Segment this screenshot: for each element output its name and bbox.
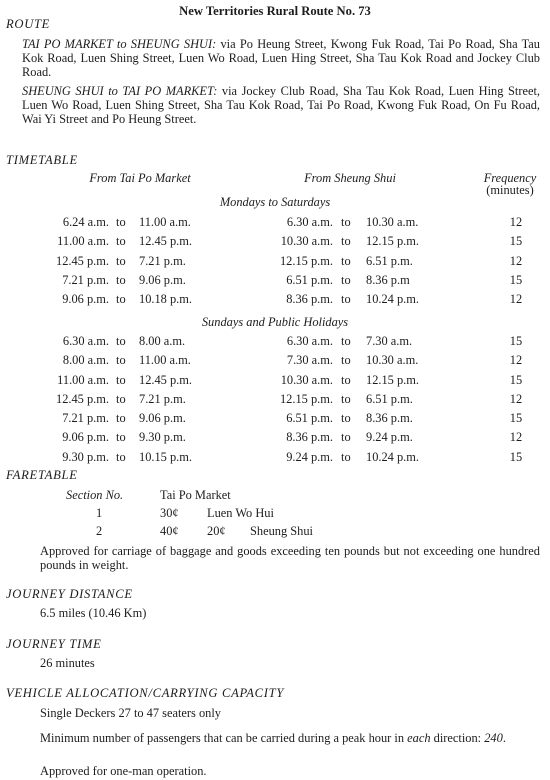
timetable-row (0, 430, 550, 449)
end-time-tai-po: 7.21 p.m. (139, 253, 186, 268)
weekdays-subheading: Mondays to Saturdays (219, 195, 331, 209)
section-no-label: Section No. (66, 488, 124, 502)
end-time-tai-po: 9.06 p.m. (139, 272, 186, 287)
start-time-sheung-shui: 8.36 p.m. (286, 292, 333, 307)
end-time-sheung-shui: 10.30 a.m. (366, 215, 419, 229)
start-time-tai-po: 6.24 a.m. (62, 215, 109, 229)
start-time-tai-po: 6.30 a.m. (62, 334, 109, 348)
end-time-tai-po: 12.45 p.m. (139, 372, 193, 387)
holidays-subheading: Sundays and Public Holidays (201, 315, 349, 329)
timetable-heading: TIMETABLE (6, 153, 78, 167)
end-time-tai-po: 9.06 p.m. (139, 411, 186, 426)
frequency-value: 15 (509, 372, 523, 387)
timetable-row (0, 292, 550, 311)
frequency-value: 15 (509, 234, 523, 249)
to-word: to (341, 430, 351, 445)
start-time-tai-po: 8.00 a.m. (62, 353, 109, 368)
frequency-value: 15 (509, 272, 523, 287)
column-header-frequency-unit: (minutes) (486, 183, 534, 197)
timetable-row (0, 215, 550, 234)
start-time-tai-po: 9.06 p.m. (62, 292, 109, 307)
fare-value: 20¢ (207, 524, 226, 538)
end-time-sheung-shui: 8.36 p.m. (366, 411, 413, 426)
to-word: to (116, 430, 126, 445)
end-time-tai-po: 8.00 a.m. (139, 334, 186, 348)
to-word: to (341, 292, 351, 307)
to-word: to (341, 449, 351, 464)
start-time-sheung-shui: 9.24 p.m. (286, 449, 333, 464)
to-word: to (116, 234, 126, 249)
route-sheung-shui-to-tai-po (22, 84, 540, 127)
to-word: to (341, 334, 351, 348)
capacity-value: 240 (484, 731, 503, 745)
end-time-sheung-shui: 8.36 p.m (366, 272, 410, 287)
capacity-text: Minimum number of passengers that can be carried during a peak hour in (40, 731, 408, 745)
one-man-operation-note: Approved for one-man operation. (40, 764, 207, 778)
timetable-row (0, 411, 550, 430)
to-word: to (341, 391, 351, 406)
frequency-value: 15 (509, 334, 523, 348)
end-time-sheung-shui: 10.24 p.m. (366, 449, 420, 464)
timetable-row (0, 254, 550, 273)
start-time-tai-po: 12.45 p.m. (56, 391, 110, 406)
fare-section-2: 2 (96, 524, 103, 538)
column-header-from-tai-po: From Tai Po Market (89, 171, 191, 185)
journey-distance-heading: JOURNEY DISTANCE (6, 587, 133, 601)
start-time-tai-po: 11.00 a.m. (57, 372, 109, 387)
timetable-row (0, 353, 550, 372)
start-time-sheung-shui: 6.51 p.m. (286, 272, 333, 287)
start-time-sheung-shui: 8.36 p.m. (286, 430, 333, 445)
end-time-tai-po: 11.00 a.m. (139, 215, 191, 229)
to-word: to (116, 253, 126, 268)
fare-section-1: 1 (96, 506, 103, 520)
route-tai-po-to-sheung-shui (22, 37, 540, 80)
carrying-capacity-note (40, 731, 540, 745)
holiday-table (0, 334, 550, 469)
fare-stop-luen-wo-hui: Luen Wo Hui (207, 506, 274, 520)
end-time-tai-po: 10.15 p.m. (139, 449, 193, 464)
to-word: to (341, 215, 351, 229)
start-time-sheung-shui: 6.30 a.m. (286, 334, 333, 348)
route-body: via Jockey Club Road, Sha Tau Kok Road, Luen Hing Street, Luen Wo Road, Luen Shing Street, Sha Tau Kok Road, Tai Po Road, Kwong Fuk Road, On Fu Road, Wai Yi Street and Po Heung Street. (22, 84, 540, 127)
start-time-sheung-shui: 10.30 a.m. (280, 234, 333, 249)
start-time-sheung-shui: 12.15 p.m. (279, 391, 333, 406)
start-time-sheung-shui: 12.15 p.m. (279, 253, 333, 268)
frequency-value: 12 (509, 292, 523, 307)
start-time-sheung-shui: 10.30 a.m. (280, 372, 333, 387)
start-time-tai-po: 7.21 p.m. (62, 272, 109, 287)
capacity-end: . (502, 731, 506, 745)
end-time-sheung-shui: 10.24 p.m. (366, 292, 420, 307)
start-time-tai-po: 7.21 p.m. (62, 411, 109, 426)
start-time-sheung-shui: 6.51 p.m. (286, 411, 333, 426)
frequency-value: 15 (509, 449, 523, 464)
to-word: to (341, 253, 351, 268)
timetable-row (0, 273, 550, 292)
end-time-sheung-shui: 7.30 a.m. (366, 334, 413, 348)
faretable-heading: FARETABLE (6, 468, 78, 482)
to-word: to (116, 449, 126, 464)
route-body: via Po Heung Street, Kwong Fuk Road, Tai Po Road, Sha Tau Kok Road, Luen Shing Street, Luen Wo Road, Luen Hing Street, Sha Tau Kok Road and Jockey Club Road. (22, 37, 540, 80)
route-lead: SHEUNG SHUI to TAI PO MARKET: (22, 84, 218, 98)
frequency-value: 12 (509, 215, 523, 229)
frequency-value: 12 (509, 391, 523, 406)
route-lead: TAI PO MARKET to SHEUNG SHUI: (22, 37, 217, 51)
start-time-tai-po: 9.30 p.m. (62, 449, 109, 464)
capacity-emphasis: each (407, 731, 431, 745)
timetable-row (0, 373, 550, 392)
start-time-sheung-shui: 7.30 a.m. (286, 353, 333, 368)
start-time-tai-po: 9.06 p.m. (62, 430, 109, 445)
to-word: to (116, 411, 126, 426)
document-title: New Territories Rural Route No. 73 (179, 4, 371, 18)
end-time-sheung-shui: 9.24 p.m. (366, 430, 413, 445)
frequency-value: 15 (509, 411, 523, 426)
fare-value: 30¢ (160, 506, 179, 520)
route-heading: ROUTE (6, 17, 51, 31)
to-word: to (116, 272, 126, 287)
fare-value: 40¢ (160, 524, 179, 538)
baggage-note: Approved for carriage of baggage and goods exceeding ten pounds but not exceeding one hundred pounds in weight. (40, 544, 540, 573)
journey-distance-value: 6.5 miles (10.46 Km) (40, 606, 147, 620)
to-word: to (341, 372, 351, 387)
frequency-value: 12 (509, 253, 523, 268)
capacity-text: direction: (430, 731, 485, 745)
to-word: to (341, 353, 351, 368)
to-word: to (116, 391, 126, 406)
frequency-value: 12 (509, 353, 523, 368)
start-time-tai-po: 11.00 a.m. (57, 234, 109, 249)
timetable-row (0, 450, 550, 469)
start-time-tai-po: 12.45 p.m. (56, 253, 110, 268)
end-time-sheung-shui: 6.51 p.m. (366, 253, 413, 268)
end-time-sheung-shui: 12.15 p.m. (366, 234, 420, 249)
fare-stop-sheung-shui: Sheung Shui (250, 524, 313, 538)
to-word: to (116, 334, 126, 348)
to-word: to (116, 353, 126, 368)
to-word: to (116, 372, 126, 387)
journey-time-heading: JOURNEY TIME (6, 637, 102, 651)
column-header-from-sheung-shui: From Sheung Shui (304, 171, 396, 185)
end-time-tai-po: 7.21 p.m. (139, 391, 186, 406)
to-word: to (341, 234, 351, 249)
timetable-row (0, 392, 550, 411)
end-time-tai-po: 9.30 p.m. (139, 430, 186, 445)
timetable-row (0, 334, 550, 353)
end-time-sheung-shui: 12.15 p.m. (366, 372, 420, 387)
vehicle-allocation-value: Single Deckers 27 to 47 seaters only (40, 706, 222, 720)
start-time-sheung-shui: 6.30 a.m. (286, 215, 333, 229)
to-word: to (116, 292, 126, 307)
to-word: to (341, 411, 351, 426)
frequency-value: 12 (509, 430, 523, 445)
end-time-tai-po: 11.00 a.m. (139, 353, 191, 368)
to-word: to (116, 215, 126, 229)
vehicle-allocation-heading: VEHICLE ALLOCATION/CARRYING CAPACITY (6, 686, 285, 700)
column-header-frequency: Frequency (483, 171, 537, 185)
end-time-tai-po: 10.18 p.m. (139, 292, 193, 307)
to-word: to (341, 272, 351, 287)
end-time-sheung-shui: 6.51 p.m. (366, 391, 413, 406)
journey-time-value: 26 minutes (40, 656, 95, 670)
weekday-table (0, 215, 550, 311)
end-time-tai-po: 12.45 p.m. (139, 234, 193, 249)
timetable-row (0, 234, 550, 253)
end-time-sheung-shui: 10.30 a.m. (366, 353, 419, 368)
fare-stop-tai-po-market: Tai Po Market (160, 488, 231, 502)
